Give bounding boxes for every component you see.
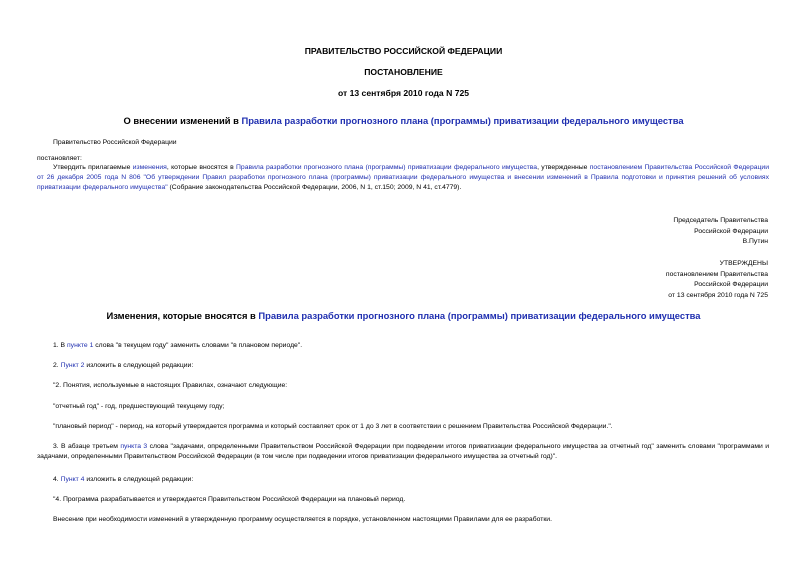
approved-line-3: Российской Федерации: [694, 281, 768, 289]
resolution-806-link[interactable]: постановлением Правительства Российской Федерации от 26 декабря 2005 года N 806 "Об утверждении Правил разработки прогнозного плана (программы) приватизации федерального имущества и внесении изменений в Правила подготовки и принятия решений об условиях приватизации федерального имущества": [37, 164, 769, 192]
approved-line-1: УТВЕРЖДЕНЫ: [719, 260, 768, 267]
issuer-text: Правительство Российской Федерации: [53, 139, 177, 146]
document-date-number: от 13 сентября 2010 года N 725: [337, 88, 470, 98]
item-4: [53, 475, 193, 485]
document-type: ПОСТАНОВЛЕНИЕ: [364, 67, 443, 77]
item-3-text-b: слова "задачами, определенными Правительством Российской Федерации при подведении итогов приватизации федерального имущества за отчетный год" заменить словами "программами и задачами, определенными Правительством Российской Федерации (в том числе при подведении итогов приватизации федерального имущества за отчетный год)".: [37, 443, 770, 461]
item-1: [53, 341, 302, 351]
item-3: [37, 442, 769, 462]
item-3-link[interactable]: пункта 3: [120, 443, 148, 450]
preamble-text-b: , которые вносятся в: [166, 164, 237, 171]
item-2: [53, 361, 193, 371]
signature-line-3: В.Путин: [742, 238, 768, 246]
item-2-quote-3: "плановый период" - период, на который утверждается программа и который составляет срок от 1 до 3 лет в соответствии с решением Правительства Российской Федерации.".: [53, 423, 613, 430]
item-4-text-a: 4.: [53, 476, 61, 483]
changes-link[interactable]: изменения: [132, 164, 167, 171]
preamble-text-d: (Собрание законодательства Российской Федерации, 2006, N 1, ст.150; 2009, N 41, ст.4779).: [167, 184, 462, 192]
rules-title-link[interactable]: Правила разработки прогнозного плана (программы) приватизации федерального имущества: [241, 115, 684, 126]
item-2-link[interactable]: Пункт 2: [60, 362, 85, 369]
changes-title-prefix: Изменения, которые вносятся в: [106, 310, 259, 321]
document-title-prefix: О внесении изменений в: [123, 115, 242, 126]
preamble-text-a: Утвердить прилагаемые: [53, 164, 133, 171]
item-4-quote-2: Внесение при необходимости изменений в утвержденную программу осуществляется в порядке, установленном настоящими Правилами для ее разработки.: [53, 516, 552, 523]
item-3-text-a: 3. В абзаце третьем: [53, 443, 121, 450]
changes-title: [0, 310, 807, 321]
item-1-text-b: слова "в текущем году" заменить словами "в плановом периоде".: [93, 342, 303, 349]
signature-block: [673, 216, 768, 248]
preamble-paragraph: [37, 163, 769, 194]
document-title: [0, 115, 807, 126]
item-1-link[interactable]: пункте 1: [66, 342, 94, 349]
signature-line-2: Российской Федерации: [694, 227, 768, 235]
signature-line-1: Председатель Правительства: [673, 217, 768, 224]
preamble-text-c: , утвержденные: [537, 164, 590, 171]
resolves-text: постановляет:: [37, 155, 82, 162]
rules-link[interactable]: Правила разработки прогнозного плана (программы) приватизации федерального имущества: [236, 164, 538, 171]
item-4-quote-1: "4. Программа разрабатывается и утверждается Правительством Российской Федерации на плановый период.: [53, 496, 406, 503]
item-2-text-a: 2.: [53, 362, 61, 369]
item-4-link[interactable]: Пункт 4: [60, 476, 85, 483]
approved-line-4: от 13 сентября 2010 года N 725: [668, 291, 768, 299]
approved-block: [666, 259, 768, 301]
item-4-text-b: изложить в следующей редакции:: [84, 476, 194, 483]
item-2-quote-1: "2. Понятия, используемые в настоящих Правилах, означают следующие:: [53, 382, 288, 389]
government-header: ПРАВИТЕЛЬСТВО РОССИЙСКОЙ ФЕДЕРАЦИИ: [304, 46, 503, 56]
changes-title-rules-link[interactable]: Правила разработки прогнозного плана (программы) приватизации федерального имущества: [258, 310, 701, 321]
item-2-quote-2: "отчетный год" - год, предшествующий текущему году;: [53, 403, 225, 410]
approved-line-2: постановлением Правительства: [665, 270, 768, 278]
item-1-text-a: 1. В: [53, 342, 67, 349]
item-2-text-b: изложить в следующей редакции:: [84, 362, 194, 369]
